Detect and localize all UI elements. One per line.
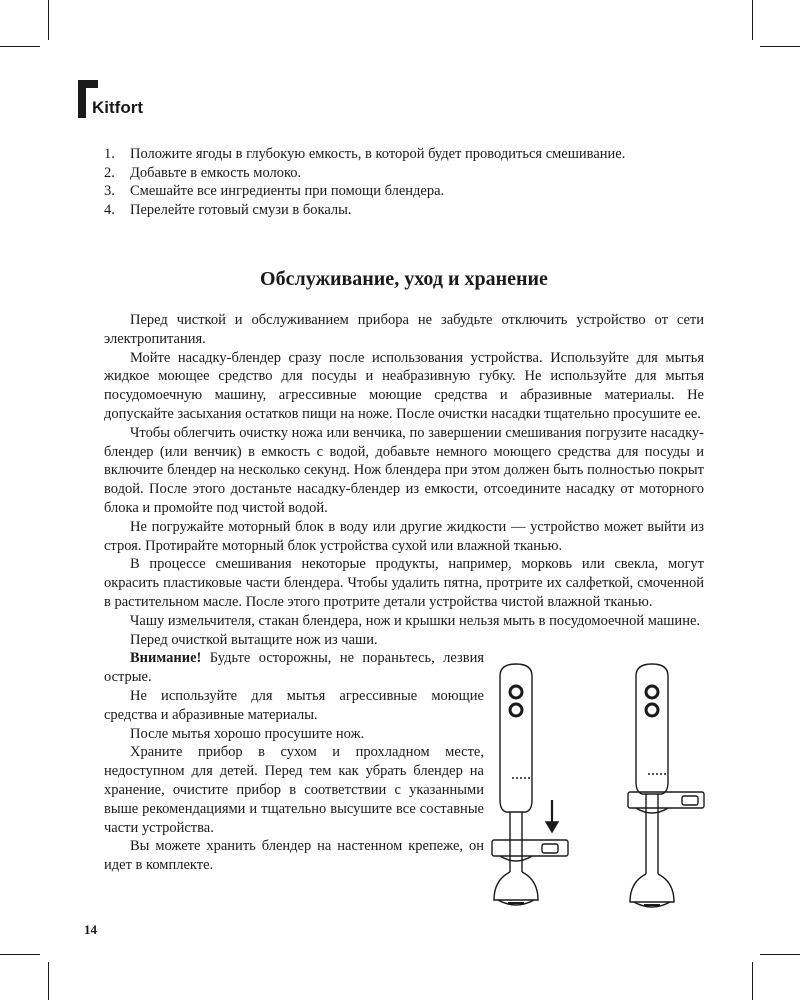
crop-mark-top-right-h	[760, 46, 800, 47]
list-item: 3. Смешайте все ингредиенты при помощи блендера.	[104, 183, 445, 199]
wall-clip-left-icon	[492, 840, 568, 861]
wall-clip-right-icon	[628, 792, 704, 813]
list-item: 2. Добавьте в емкость молоко.	[104, 164, 302, 181]
arrow-down-icon	[546, 800, 558, 832]
narrow-column	[104, 631, 484, 875]
paragraph: Чтобы облегчить очистку ножа или венчика, по завершении смешивания погрузите насадку-блендер (или венчик) в емкость с водой, добавьте немного моющего средства для посуды и включите блендер на несколько секунд. Нож блендера при этом должен быть полностью покрыт водой. После этого достаньте насадку-блендер из емкости, отсоедините насадку от моторного блока и промойте под чистой водой.	[104, 424, 704, 516]
paragraph: Перед чисткой и обслуживанием прибора не забудьте отключить устройство от сети электропитания.	[104, 312, 704, 347]
paragraph: Чашу измельчителя, стакан блендера, нож и крышки нельзя мыть в посудомоечной машине.	[130, 612, 701, 629]
paragraph: Не погружайте моторный блок в воду или другие жидкости — устройство может выйти из строя. Протирайте моторный блок устройства сухой или влажной тканью.	[104, 518, 704, 554]
list-item: 4. Перелейте готовый смузи в бокалы.	[104, 201, 352, 218]
blender-left-icon	[494, 664, 538, 905]
crop-mark-top-left-h	[0, 46, 40, 47]
warning-paragraph	[104, 649, 484, 687]
page-number: 14	[84, 922, 97, 937]
paragraph: Не используйте для мытья агрессивные моющие средства и абразивные материалы.	[104, 687, 484, 723]
crop-mark-top-right-v	[752, 0, 753, 40]
brand-name: Kitfort	[92, 98, 143, 117]
warning-text: Будьте осторожны, не пораньтесь, лезвия острые.	[104, 650, 484, 686]
crop-mark-bottom-right-h	[760, 954, 800, 955]
list-item: 1. Положите ягоды в глубокую емкость, в которой будет проводиться смешивание.	[104, 146, 626, 162]
warning-label: Внимание!	[130, 650, 202, 667]
paragraph: Вы можете хранить блендер на настенном крепеже, он идет в комплекте.	[104, 838, 484, 874]
steps-list	[104, 145, 724, 219]
paragraph: В процессе смешивания некоторые продукты, например, морковь или свекла, могут окрасить пластиковые части блендера. Чтобы удалить пятна, протрите их салфеткой, смоченной в растительном масле. После этого протрите детали устройства чистой влажной тканью.	[104, 556, 704, 610]
crop-mark-top-left-v	[48, 0, 49, 40]
paragraph: Перед очисткой вытащите нож из чаши.	[130, 631, 378, 648]
paragraph: После мытья хорошо просушите нож.	[130, 725, 365, 742]
crop-mark-bottom-right-v	[752, 962, 753, 1000]
crop-mark-bottom-left-v	[48, 962, 49, 1000]
section-title: Обслуживание, уход и хранение	[260, 268, 548, 290]
blender-right-icon	[630, 664, 674, 907]
crop-mark-bottom-left-h	[0, 954, 40, 955]
blender-wall-mount-illustration	[488, 660, 718, 920]
paragraph: Мойте насадку-блендер сразу после использования устройства. Используйте для мытья жидкое моющее средство для посуды и неабразивную губку. Не используйте для мытья посудомоечную машину, агрессивные моющие средства и абразивные материалы. Не допускайте засыхания остатков пищи на ноже. После очистки насадки тщательно просушите ее.	[104, 349, 704, 422]
paragraph: Храните прибор в сухом и прохладном месте, недоступном для детей. Перед тем как убрать блендер на хранение, очистите прибор в соответствии с указанными выше рекомендациями и тщательно высушите все составные части устройства.	[104, 744, 484, 836]
